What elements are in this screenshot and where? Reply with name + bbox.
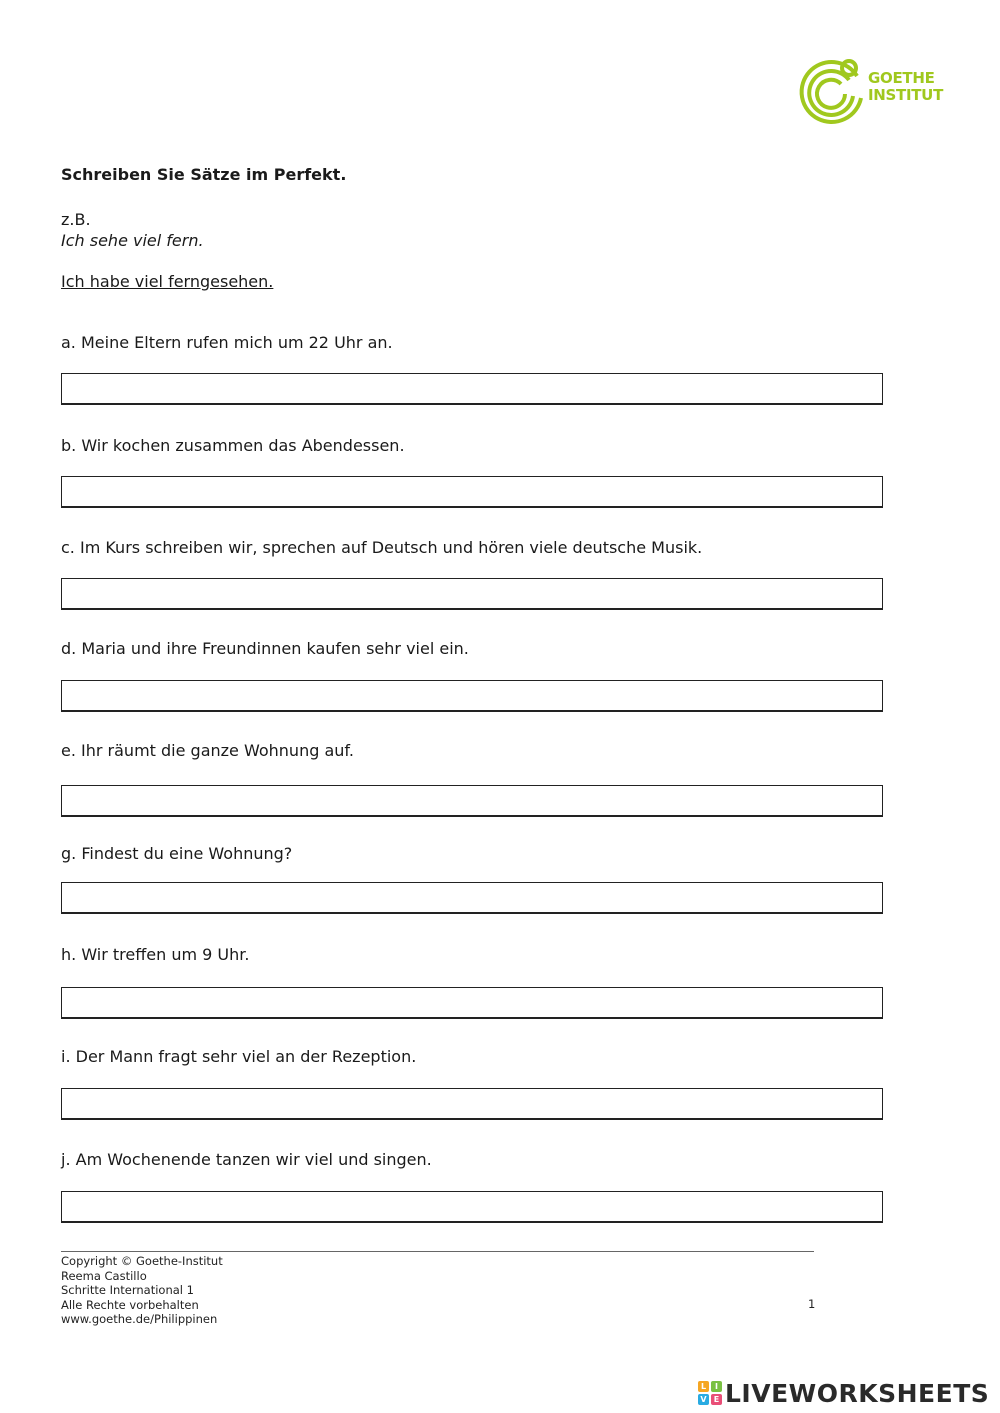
answer-field-a[interactable] (61, 373, 883, 405)
exercise-prompt-h: h. Wir treffen um 9 Uhr. (61, 945, 250, 964)
footer-book: Schritte International 1 (61, 1283, 194, 1297)
exercise-prompt-e: e. Ihr räumt die ganze Wohnung auf. (61, 741, 354, 760)
exercise-prompt-d: d. Maria und ihre Freundinnen kaufen sehr viel ein. (61, 639, 469, 658)
liveworksheets-brand (698, 1378, 989, 1408)
mark-letter-i: I (711, 1381, 722, 1392)
page-number: 1 (808, 1297, 816, 1311)
goethe-logo-icon (795, 56, 867, 126)
exercise-prompt-i: i. Der Mann fragt sehr viel an der Rezeption. (61, 1047, 417, 1066)
liveworksheets-mark-icon (698, 1381, 722, 1405)
answer-field-i[interactable] (61, 1088, 883, 1120)
exercise-prompt-b: b. Wir kochen zusammen das Abendessen. (61, 436, 405, 455)
logo-line-1: GOETHE (868, 69, 935, 87)
answer-field-c[interactable] (61, 578, 883, 610)
exercise-prompt-j: j. Am Wochenende tanzen wir viel und singen. (61, 1150, 432, 1169)
footer-copyright: Copyright © Goethe-Institut (61, 1254, 223, 1268)
answer-field-e[interactable] (61, 785, 883, 817)
footer-website: www.goethe.de/Philippinen (61, 1312, 218, 1326)
mark-letter-e: E (711, 1394, 722, 1405)
answer-field-h[interactable] (61, 987, 883, 1019)
logo-line-2: INSTITUT (868, 86, 943, 104)
answer-field-d[interactable] (61, 680, 883, 712)
example-sentence: Ich sehe viel fern. (61, 231, 204, 250)
answer-field-j[interactable] (61, 1191, 883, 1223)
exercise-prompt-c: c. Im Kurs schreiben wir, sprechen auf Deutsch und hören viele deutsche Musik. (61, 538, 703, 557)
footer-divider (61, 1251, 814, 1252)
answer-field-b[interactable] (61, 476, 883, 508)
footer (61, 1254, 223, 1327)
exercise-prompt-g: g. Findest du eine Wohnung? (61, 844, 293, 863)
example-answer: Ich habe viel ferngesehen. (61, 272, 274, 291)
task-heading: Schreiben Sie Sätze im Perfekt. (61, 165, 347, 184)
liveworksheets-wordmark: LIVEWORKSHEETS (725, 1378, 990, 1408)
footer-rights: Alle Rechte vorbehalten (61, 1297, 199, 1312)
mark-letter-l: L (698, 1381, 709, 1392)
example-label: z.B. (61, 210, 91, 229)
answer-field-g[interactable] (61, 882, 883, 914)
footer-author: Reema Castillo (61, 1268, 147, 1283)
mark-letter-v: V (698, 1394, 709, 1405)
goethe-institut-logo (795, 56, 945, 126)
exercise-prompt-a: a. Meine Eltern rufen mich um 22 Uhr an. (61, 333, 393, 352)
